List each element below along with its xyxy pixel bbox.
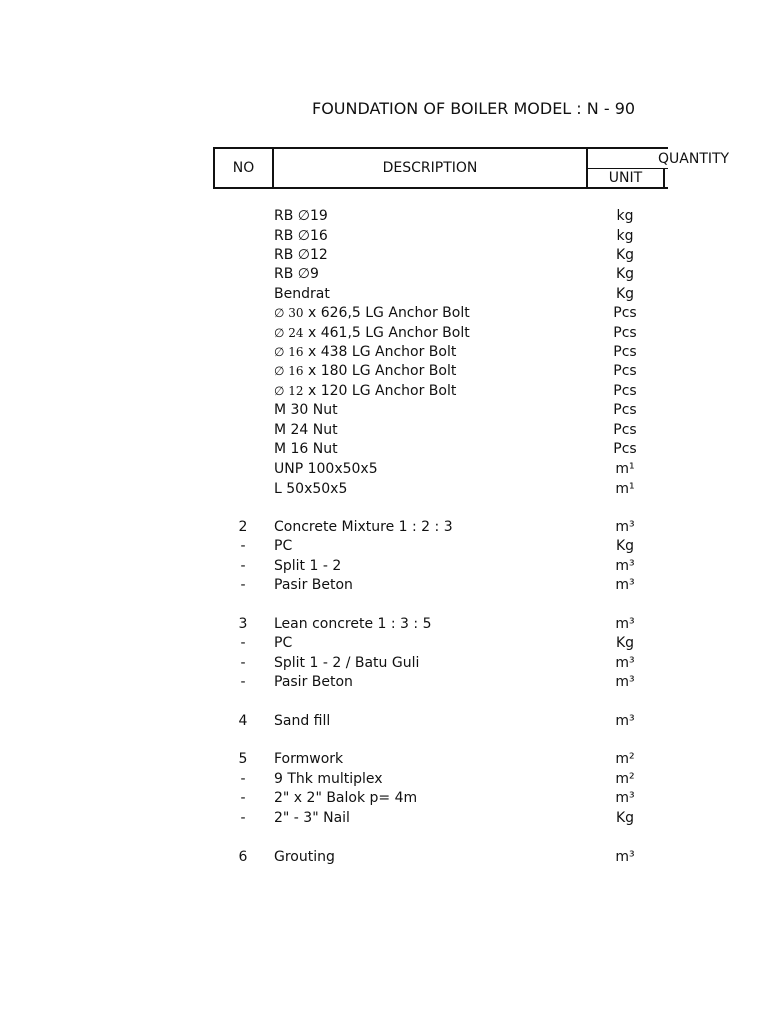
row-unit: m³	[615, 849, 635, 865]
document-title: FOUNDATION OF BOILER MODEL : N - 90	[312, 99, 636, 118]
row-description	[274, 324, 586, 343]
header-description: DESCRIPTION	[382, 160, 478, 176]
table-row	[0, 480, 768, 499]
table-row	[0, 809, 768, 828]
row-unit: m³	[615, 616, 635, 632]
row-no: 4	[238, 713, 248, 729]
row-description-text: M 30 Nut	[274, 402, 338, 418]
row-description	[274, 518, 586, 537]
table-row	[0, 382, 768, 401]
row-no: 6	[238, 849, 248, 865]
row-description	[274, 265, 586, 284]
row-description-text: RB ∅16	[274, 228, 328, 244]
row-unit: Kg	[615, 286, 635, 302]
row-description	[274, 227, 586, 246]
row-unit: m³	[615, 519, 635, 535]
row-no: 5	[238, 751, 248, 767]
row-description-diameter: ∅ 16	[274, 345, 304, 359]
table-row	[0, 246, 768, 265]
table-row	[0, 789, 768, 808]
row-description-text: RB ∅12	[274, 247, 328, 263]
row-unit: Pcs	[613, 383, 637, 399]
row-unit: Kg	[615, 266, 635, 282]
row-unit: Kg	[615, 247, 635, 263]
row-description	[274, 712, 586, 731]
table-row	[0, 362, 768, 381]
row-description	[274, 440, 586, 459]
table-row	[0, 537, 768, 556]
row-description	[274, 634, 586, 653]
table-row	[0, 324, 768, 343]
table-row	[0, 557, 768, 576]
row-description	[274, 421, 586, 440]
row-description-diameter: ∅ 30	[274, 306, 304, 320]
row-description	[274, 615, 586, 634]
row-description	[274, 809, 586, 828]
row-description-text: Sand fill	[274, 713, 331, 729]
row-no: -	[240, 771, 246, 787]
row-description-text: x 461,5 LG Anchor Bolt	[303, 325, 470, 341]
row-description	[274, 789, 586, 808]
table-row	[0, 750, 768, 769]
row-description	[274, 537, 586, 556]
row-unit: m³	[615, 674, 635, 690]
row-unit: Pcs	[613, 441, 637, 457]
row-description-text: 2" x 2" Balok p= 4m	[274, 790, 418, 806]
row-description-text: x 120 LG Anchor Bolt	[303, 383, 457, 399]
row-unit: m³	[615, 655, 635, 671]
row-description	[274, 480, 586, 499]
row-description-diameter: ∅ 24	[274, 326, 304, 340]
table-row	[0, 421, 768, 440]
row-description-text: L 50x50x5	[274, 481, 348, 497]
row-description-text: RB ∅9	[274, 266, 319, 282]
row-description	[274, 401, 586, 420]
row-unit: Kg	[615, 538, 635, 554]
header-divider-unit	[663, 168, 665, 189]
row-description-diameter: ∅ 16	[274, 364, 304, 378]
row-unit: Pcs	[613, 363, 637, 379]
table-row	[0, 848, 768, 867]
row-description-text: Concrete Mixture 1 : 2 : 3	[274, 519, 453, 535]
row-description-text: 9 Thk multiplex	[274, 771, 383, 787]
row-unit: Pcs	[613, 344, 637, 360]
row-description	[274, 557, 586, 576]
row-unit: m²	[615, 751, 635, 767]
table-row	[0, 634, 768, 653]
row-description	[274, 848, 586, 867]
row-no: -	[240, 674, 246, 690]
row-unit: Kg	[615, 635, 635, 651]
row-description-diameter: ∅ 12	[274, 384, 304, 398]
header-unit: UNIT	[608, 170, 643, 186]
row-unit: m²	[615, 771, 635, 787]
table-row	[0, 304, 768, 323]
row-description-text: Pasir Beton	[274, 674, 353, 690]
row-unit: m¹	[615, 481, 635, 497]
row-no: -	[240, 558, 246, 574]
table-row	[0, 576, 768, 595]
table-row	[0, 265, 768, 284]
row-description	[274, 460, 586, 479]
row-unit: kg	[616, 228, 634, 244]
row-unit: m³	[615, 577, 635, 593]
row-description	[274, 343, 586, 362]
row-description-text: Split 1 - 2 / Batu Guli	[274, 655, 420, 671]
row-description	[274, 362, 586, 381]
row-unit: kg	[616, 208, 634, 224]
row-description-text: UNP 100x50x5	[274, 461, 378, 477]
row-description-text: Lean concrete 1 : 3 : 5	[274, 616, 432, 632]
row-no: -	[240, 655, 246, 671]
table-row	[0, 401, 768, 420]
row-description	[274, 304, 586, 323]
row-unit: Kg	[615, 810, 635, 826]
row-no: -	[240, 635, 246, 651]
table-row	[0, 518, 768, 537]
header-group-clip	[588, 150, 730, 168]
row-description-text: M 24 Nut	[274, 422, 338, 438]
table-row	[0, 440, 768, 459]
row-no: -	[240, 577, 246, 593]
row-description	[274, 770, 586, 789]
table-row	[0, 207, 768, 226]
row-description-text: Bendrat	[274, 286, 330, 302]
row-unit: Pcs	[613, 402, 637, 418]
row-no: -	[240, 538, 246, 554]
row-description-text: Grouting	[274, 849, 335, 865]
table-row	[0, 227, 768, 246]
row-description-text: x 180 LG Anchor Bolt	[303, 363, 457, 379]
table-row	[0, 460, 768, 479]
row-unit: Pcs	[613, 422, 637, 438]
row-description-text: x 626,5 LG Anchor Bolt	[303, 305, 470, 321]
table-row	[0, 654, 768, 673]
table-row	[0, 712, 768, 731]
row-unit: m¹	[615, 461, 635, 477]
row-unit: m³	[615, 558, 635, 574]
row-no: -	[240, 790, 246, 806]
row-description-text: Formwork	[274, 751, 344, 767]
row-description	[274, 750, 586, 769]
row-description	[274, 285, 586, 304]
table-row	[0, 343, 768, 362]
row-no: -	[240, 810, 246, 826]
table-row	[0, 673, 768, 692]
table-row	[0, 615, 768, 634]
row-unit: Pcs	[613, 305, 637, 321]
row-description-text: 2" - 3" Nail	[274, 810, 350, 826]
row-description-text: PC	[274, 635, 293, 651]
table-row	[0, 285, 768, 304]
header-no: NO	[232, 160, 255, 176]
row-description-text: Pasir Beton	[274, 577, 353, 593]
row-description-text: Split 1 - 2	[274, 558, 342, 574]
row-no: 2	[238, 519, 248, 535]
row-description	[274, 382, 586, 401]
header-border-bottom	[213, 187, 668, 189]
row-description	[274, 654, 586, 673]
row-unit: m³	[615, 713, 635, 729]
row-description	[274, 576, 586, 595]
header-group: QUANTITY	[658, 151, 730, 167]
row-description-text: x 438 LG Anchor Bolt	[303, 344, 457, 360]
row-description	[274, 207, 586, 226]
row-description	[274, 246, 586, 265]
row-no: 3	[238, 616, 248, 632]
table-row	[0, 770, 768, 789]
header-border-top	[213, 147, 668, 149]
row-unit: Pcs	[613, 325, 637, 341]
row-unit: m³	[615, 790, 635, 806]
row-description-text: PC	[274, 538, 293, 554]
row-description-text: M 16 Nut	[274, 441, 338, 457]
row-description-text: RB ∅19	[274, 208, 328, 224]
row-description	[274, 673, 586, 692]
